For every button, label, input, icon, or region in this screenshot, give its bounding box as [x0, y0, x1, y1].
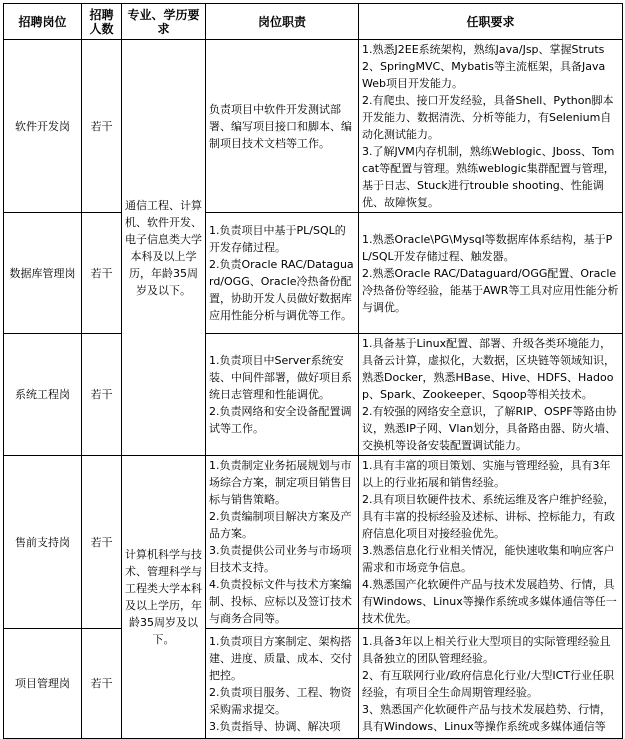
header-requirements: 任职要求 — [359, 4, 623, 40]
position-cell: 数据库管理岗 — [4, 213, 82, 334]
header-count: 招聘人数 — [82, 4, 122, 40]
count-cell: 若干 — [82, 213, 122, 334]
table-row — [4, 629, 623, 739]
table-row — [4, 334, 623, 456]
count-cell: 若干 — [82, 629, 122, 739]
count-cell: 若干 — [82, 334, 122, 456]
major-cell: 通信工程、计算机、软件开发、电子信息类大学本科及以上学历，年龄35周岁及以下。 — [122, 40, 206, 456]
duties-cell — [206, 213, 359, 334]
requirement-item: 2.有爬虫、接口开发经验，具备Shell、Python脚本开发能力、数据清洗、分析等能力，有Selenium自动化测试能力。 — [362, 94, 614, 141]
duty-item: 2.负责项目服务、工程、物资采购需求提交。 — [209, 685, 352, 716]
position-cell: 售前支持岗 — [4, 456, 82, 629]
duty-item: 2.负责编制项目解决方案及产品方案。 — [209, 510, 352, 540]
duty-item: 2.负责Oracle RAC/Dataguard/OGG、Oracle冷热备份配置，协助开发人员做好数据库应用性能分析与调优等工作。 — [209, 258, 354, 322]
duties-cell — [206, 456, 359, 629]
header-duties: 岗位职责 — [206, 4, 359, 40]
requirements-cell — [359, 456, 623, 629]
requirement-item: 2.有较强的网络安全意识，了解RIP、OSPF等路由协议，熟悉IP子网、Vlan划分，具备路由器、防火墙、交换机等设备安装配置调试能力。 — [362, 405, 617, 452]
major-cell: 计算机科学与技术、管理科学与工程类大学本科及以上学历，年龄35周岁及以下。 — [122, 456, 206, 739]
table-row — [4, 40, 623, 213]
count-cell: 若干 — [82, 456, 122, 629]
requirement-item: 1.具备基于Linux配置、部署、升级各类环境能力，具备云计算，虚拟化，大数据，区块链等领域知识，熟悉Docker，熟悉HBase、Hive、HDFS、Hadoop、Spark、Zookeeper、Sqoop等相关技术。 — [362, 337, 615, 401]
duty-item: 1.负责制定业务拓展规划与市场综合方案，制定项目销售目标与销售策略。 — [209, 459, 352, 506]
table-row — [4, 456, 623, 629]
requirement-item: 2.熟悉Oracle RAC/Dataguard/OGG配置、Oracle冷热备份等经验，能基于AWR等工具对应用性能分析与调优。 — [362, 266, 619, 314]
duty-item: 2.负责网络和安全设备配置调试等工作。 — [209, 405, 352, 435]
duty-item: 3.负责提供公司业务与市场项目技术支持。 — [209, 544, 352, 574]
position-cell: 软件开发岗 — [4, 40, 82, 213]
requirement-item: 2.具有项目软硬件技术、系统运维及客户维护经验，具有丰富的投标经验及述标、讲标、控标能力，有政府信息化项目对接经验优先。 — [362, 493, 615, 540]
duties-cell — [206, 334, 359, 456]
header-position: 招聘岗位 — [4, 4, 82, 40]
requirements-cell — [359, 213, 623, 334]
requirements-cell — [359, 40, 623, 213]
table-row — [4, 213, 623, 334]
requirement-item: 3.熟悉信息化行业相关情况，能快速收集和响应客户需求和市场竞争信息。 — [362, 544, 615, 574]
duty-item: 4.负责投标文件与技术方案编制、投标、应标以及签订技术与商务合同等。 — [209, 578, 352, 625]
position-cell: 系统工程岗 — [4, 334, 82, 456]
requirements-cell — [359, 334, 623, 456]
duty-item: 1.负责项目中基于PL/SQL的开发存储过程。 — [209, 224, 346, 254]
duties-cell — [206, 40, 359, 213]
recruitment-table — [3, 3, 623, 739]
requirement-item: 1.具备3年以上相关行业大型项目的实际管理经验且具备独立的团队管理经验。 — [362, 634, 611, 665]
requirement-item: 2、有互联网行业/政府信息化行业/大型ICT行业任职经验，有项目全生命周期管理经验。 — [362, 668, 615, 699]
duty-item: 3.负责指导、协调、解决项 — [209, 719, 341, 733]
requirement-item: 4.熟悉国产化软硬件产品与技术发展趋势、行情，具有Windows、Linux等操作系统或多媒体通信等任一技术优先。 — [362, 578, 617, 625]
position-cell: 项目管理岗 — [4, 629, 82, 739]
requirement-item: 1.熟悉J2EE系统架构，熟练Java/Jsp、掌握Struts2、SpringMVC、Mybatis等主流框架，具备Java Web项目开发能力。 — [362, 43, 606, 90]
duty-item: 负责项目中软件开发测试部署、编写项目接口和脚本、编制项目技术文档等工作。 — [209, 102, 352, 150]
duty-item: 1.负责项目方案制定、架构搭建、进度、质量、成本、交付把控。 — [209, 634, 352, 682]
table-header-row — [4, 4, 623, 40]
requirement-item: 3.了解JVM内存机制，熟练Weblogic、Jboss、Tomcat等配置与管理。熟练weblogic集群配置与管理，基于日志、Stuck进行trouble shooting、性能调优、故障恢复。 — [362, 145, 615, 209]
duties-cell — [206, 629, 359, 739]
duty-item: 1.负责项目中Server系统安装、中间件部署，做好项目系统日志管理和性能调优。 — [209, 354, 352, 401]
requirements-cell — [359, 629, 623, 739]
requirement-item: 1.熟悉Oracle\PG\Mysql等数据库体系结构，基于PL/SQL开发存储过程、触发器。 — [362, 232, 613, 263]
count-cell: 若干 — [82, 40, 122, 213]
requirement-item: 3、熟悉国产化软硬件产品与技术发展趋势、行情，具有Windows、Linux等操作系统或多媒体通信等 — [362, 702, 611, 733]
header-major: 专业、学历要求 — [122, 4, 206, 40]
requirement-item: 1.具有丰富的项目策划、实施与管理经验，具有3年以上的行业拓展和销售经验。 — [362, 459, 611, 489]
